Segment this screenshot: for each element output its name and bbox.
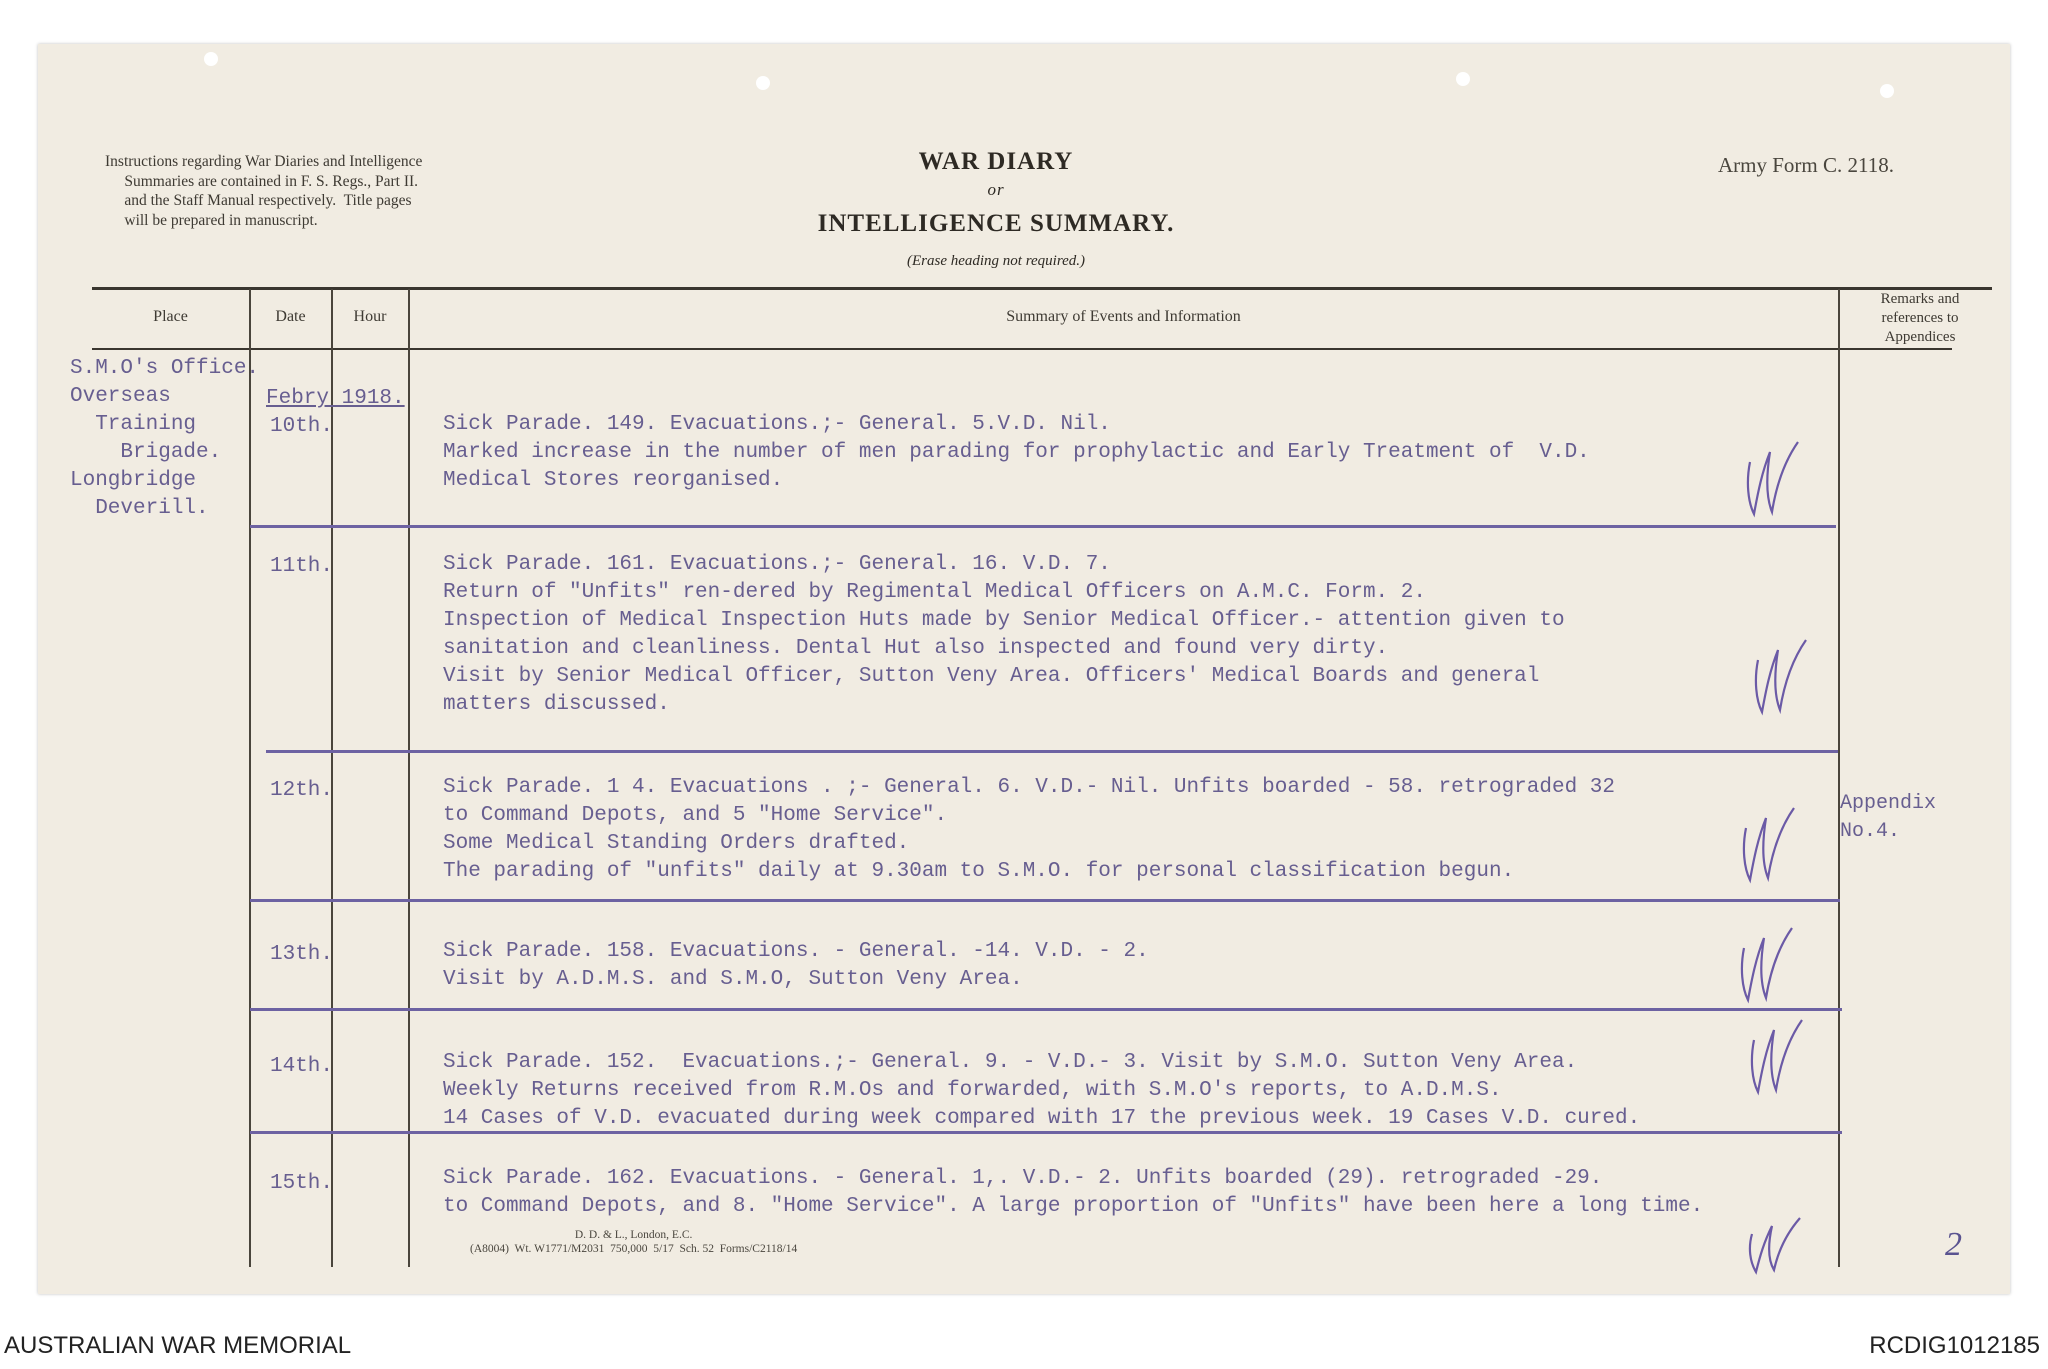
footer-id: RCDIG1012185 bbox=[1869, 1332, 2040, 1359]
column-header-remarks: Remarks and references to Appendices bbox=[1880, 291, 1960, 345]
punch-hole bbox=[756, 76, 770, 90]
column-divider bbox=[408, 289, 410, 1267]
entry-date: 15th. bbox=[270, 1172, 334, 1195]
handwritten-initials bbox=[1748, 630, 1812, 718]
page-number: 2 bbox=[1945, 1226, 1962, 1263]
handwritten-initials bbox=[1742, 1212, 1806, 1276]
entry-text: Sick Parade. 162. Evacuations. - General. 1,. V.D.- 2. Unfits boarded (29). retrograded -29. to Command Depots, and 8. "Home Service". A large proportion of "Unfits" have been here a long time. bbox=[443, 1167, 1704, 1218]
punch-hole bbox=[1456, 72, 1470, 86]
entry-text: Sick Parade. 161. Evacuations.;- General. 16. V.D. 7. Return of "Unfits" ren-dered by Regimental Medical Officers on A.M.C. Form. 2. Inspection of Medical Inspection Huts made by Senior Medical Officer.- attention given to sanitation and cleanliness. Dental Hut also inspected and found very dirty. Visit by Senior Medical Officer, Sutton Veny Area. Officers' Medical Boards and general matters discussed. bbox=[443, 553, 1565, 716]
entry-text: Sick Parade. 149. Evacuations.;- General. 5.V.D. Nil. Marked increase in the number of men parading for prophylactic and Early Treatment of V.D. Medical Stores reorganised. bbox=[443, 413, 1590, 492]
title-intelligence-summary: INTELLIGENCE SUMMARY. bbox=[817, 210, 1175, 237]
month-year: Febry 1918. bbox=[266, 387, 405, 410]
handwritten-initials bbox=[1736, 798, 1800, 886]
printer-imprint: D. D. & L., London, E.C. (A8004) Wt. W1771/M2031 750,000 5/17 Sch. 52 Forms/C2118/14 bbox=[470, 1229, 798, 1255]
appendix-reference: Appendix No.4. bbox=[1840, 792, 1937, 843]
table-top-rule bbox=[92, 287, 1992, 290]
punch-hole bbox=[204, 52, 218, 66]
title-war-diary: WAR DIARY bbox=[918, 148, 1074, 175]
instructions-text: Instructions regarding War Diaries and Intelligence Summaries are contained in F. S. Regs., Part II. and the Staff Manual respectively. Title pages will be prepared in manuscript. bbox=[105, 153, 423, 229]
handwritten-initials bbox=[1740, 432, 1804, 520]
entry-separator bbox=[250, 1008, 1842, 1011]
form-number: Army Form C. 2118. bbox=[1718, 153, 1894, 177]
entry-date: 14th. bbox=[270, 1055, 334, 1078]
footer-source: AUSTRALIAN WAR MEMORIAL bbox=[4, 1332, 352, 1359]
entry-separator bbox=[250, 525, 1836, 528]
entry-text: Sick Parade. 152. Evacuations.;- General. 9. - V.D.- 3. Visit by S.M.O. Sutton Veny Area. Weekly Returns received from R.M.Os and forwarded, with S.M.O's reports, to A.D.M.S. 14 Cases of V.D. evacuated during week compared with 17 the previous week. 19 Cases V.D. cured. bbox=[443, 1051, 1641, 1130]
entry-date: 12th. bbox=[270, 779, 334, 802]
entry-date: 11th. bbox=[270, 555, 334, 578]
entry-separator bbox=[266, 750, 1838, 753]
column-header-date: Date bbox=[275, 308, 306, 325]
column-divider bbox=[1838, 289, 1840, 1267]
place-text: S.M.O's Office. Overseas Training Brigade. Longbridge Deverill. bbox=[70, 357, 260, 520]
punch-hole bbox=[1880, 84, 1894, 98]
column-header-place: Place bbox=[153, 308, 188, 325]
erase-heading-note: (Erase heading not required.) bbox=[906, 253, 1086, 269]
handwritten-initials bbox=[1744, 1010, 1808, 1098]
handwritten-initials bbox=[1734, 918, 1798, 1006]
header-bottom-rule bbox=[92, 348, 1952, 350]
column-header-hour: Hour bbox=[353, 308, 387, 325]
entry-text: Sick Parade. 158. Evacuations. - General. -14. V.D. - 2. Visit by A.D.M.S. and S.M.O, Sutton Veny Area. bbox=[443, 940, 1149, 991]
entry-date: 13th. bbox=[270, 943, 334, 966]
column-header-summary: Summary of Events and Information bbox=[1006, 308, 1241, 325]
entry-date: 10th. bbox=[270, 415, 334, 438]
title-or: or bbox=[987, 180, 1005, 199]
entry-text: Sick Parade. 1 4. Evacuations . ;- General. 6. V.D.- Nil. Unfits boarded - 58. retrograded 32 to Command Depots, and 5 "Home Service". Some Medical Standing Orders drafted. The parading of "unfits" daily at 9.30am to S.M.O. for personal classification begun. bbox=[443, 776, 1615, 883]
entry-separator bbox=[250, 899, 1840, 902]
